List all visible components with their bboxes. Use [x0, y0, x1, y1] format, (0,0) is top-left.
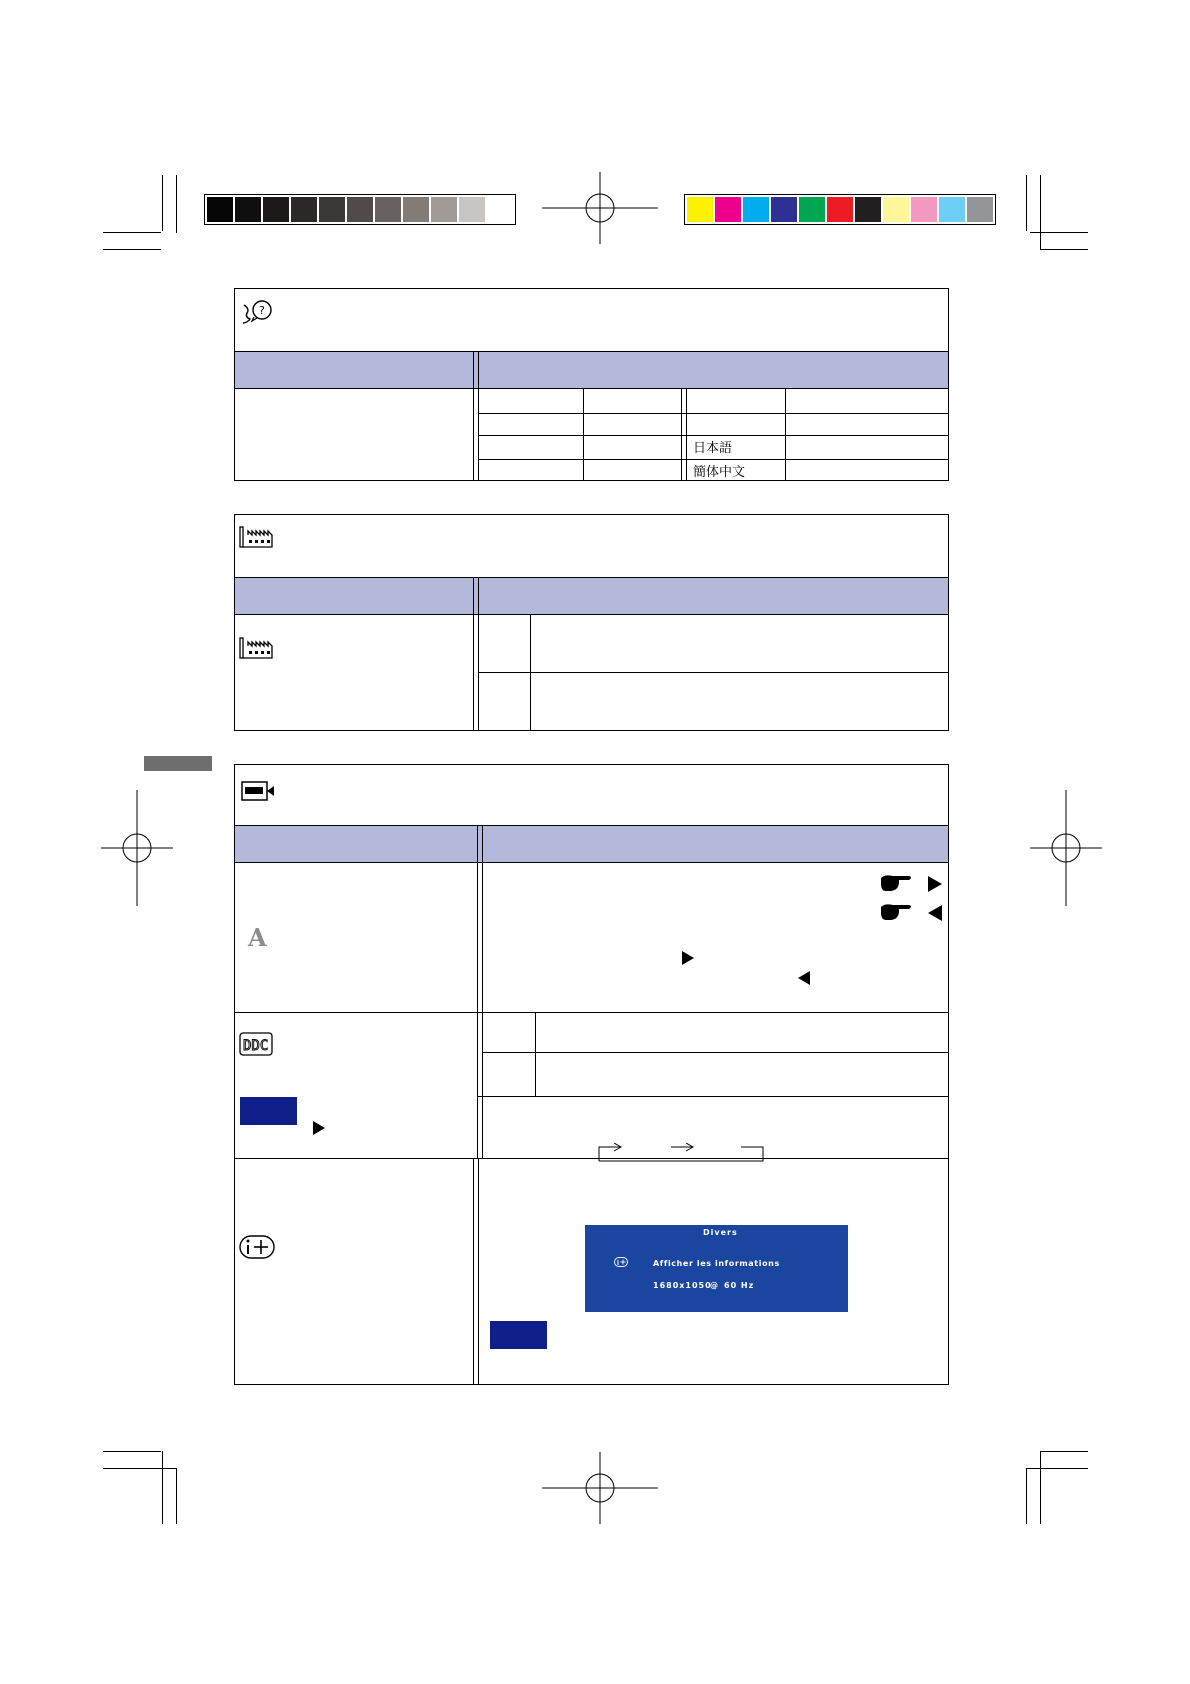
table-header-band: [235, 352, 948, 388]
color-swatch-5: [799, 197, 825, 222]
info-plus-icon: [614, 1257, 628, 1267]
reset-section: [234, 514, 949, 731]
color-swatch-6: [827, 197, 853, 222]
factory-reset-icon: [239, 636, 273, 660]
arrow-right-icon: [928, 876, 942, 892]
letter-a-icon: [247, 925, 273, 949]
color-swatch-10: [939, 197, 965, 222]
speech-bubble-question-icon: [241, 299, 275, 325]
color-swatch-7: [855, 197, 881, 222]
gray-swatch-11: [487, 197, 513, 222]
pointing-hand-icon: [879, 901, 915, 923]
language-option-simplified-chinese: 簡体中文: [693, 465, 746, 480]
gray-swatch-8: [403, 197, 429, 222]
registration-target-icon: [101, 790, 173, 906]
osd-at: @: [710, 1281, 719, 1290]
info-plus-icon: [239, 1235, 275, 1259]
color-swatch-11: [967, 197, 993, 222]
osd-item-label: Afficher les informations: [653, 1259, 780, 1268]
note-badge: [240, 1097, 297, 1125]
color-calibration-bar: [684, 194, 996, 225]
table-header-band: [235, 826, 948, 862]
arrow-right-icon: [682, 951, 694, 965]
arrow-right-icon: [313, 1121, 325, 1135]
color-swatch-1: [687, 197, 713, 222]
cycle-arrows-diagram: [597, 1143, 765, 1163]
osd-refresh-rate: 60 Hz: [724, 1281, 755, 1290]
language-option-japanese: 日本語: [693, 441, 733, 456]
svg-text:DDC: DDC: [243, 1038, 269, 1054]
osd-preview-panel: [585, 1225, 848, 1312]
color-swatch-8: [883, 197, 909, 222]
gray-swatch-6: [347, 197, 373, 222]
gray-swatch-5: [319, 197, 345, 222]
registration-target-icon: [542, 172, 658, 244]
registration-target-icon: [542, 1452, 658, 1524]
gray-swatch-4: [291, 197, 317, 222]
gray-swatch-1: [207, 197, 233, 222]
factory-reset-icon: [239, 525, 273, 549]
gray-swatch-3: [263, 197, 289, 222]
note-badge: [490, 1321, 547, 1349]
ddc-icon: [239, 1032, 273, 1056]
arrow-left-icon: [928, 905, 942, 921]
table-header-band: [235, 578, 948, 614]
page-side-tab: [144, 756, 212, 771]
svg-text:?: ?: [259, 304, 265, 317]
color-swatch-2: [715, 197, 741, 222]
pointing-hand-icon: [879, 872, 915, 894]
menu-position-icon: [241, 779, 275, 803]
registration-target-icon: [1030, 790, 1102, 906]
svg-text:A: A: [248, 925, 267, 949]
misc-section: [234, 764, 949, 1385]
gray-swatch-9: [431, 197, 457, 222]
color-swatch-9: [911, 197, 937, 222]
color-swatch-3: [743, 197, 769, 222]
gray-swatch-10: [459, 197, 485, 222]
grayscale-calibration-bar: [204, 194, 516, 225]
gray-swatch-2: [235, 197, 261, 222]
color-swatch-4: [771, 197, 797, 222]
osd-resolution: 1680x1050: [653, 1281, 712, 1290]
gray-swatch-7: [375, 197, 401, 222]
osd-title: Divers: [703, 1228, 738, 1237]
language-section: [234, 288, 949, 481]
arrow-left-icon: [798, 971, 810, 985]
